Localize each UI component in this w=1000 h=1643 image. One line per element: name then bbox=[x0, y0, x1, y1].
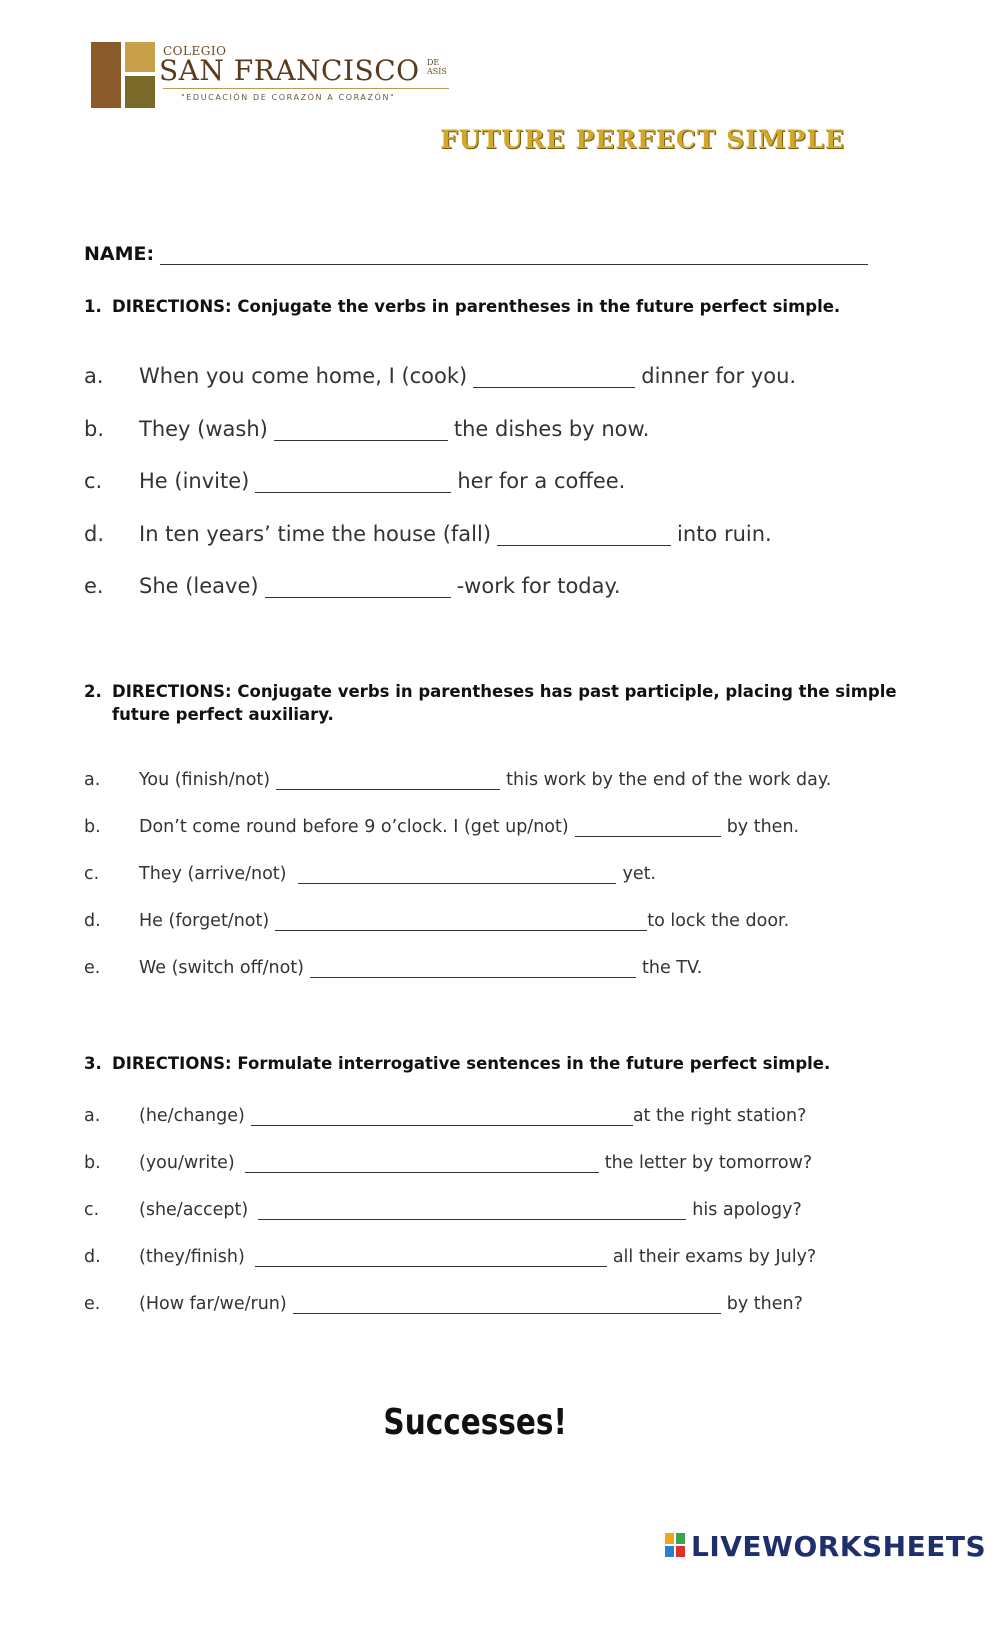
answer-blank[interactable] bbox=[258, 1202, 686, 1221]
answer-blank[interactable] bbox=[255, 1249, 607, 1268]
logo-de-asis: DE ASÍS bbox=[427, 58, 447, 76]
school-logo bbox=[91, 42, 461, 112]
answer-blank[interactable] bbox=[255, 471, 451, 493]
liveworksheets-watermark: LIVEWORKSHEETS bbox=[665, 1528, 986, 1564]
answer-blank[interactable] bbox=[497, 524, 671, 546]
answer-blank[interactable] bbox=[293, 1296, 721, 1315]
answer-blank[interactable] bbox=[245, 1155, 599, 1174]
logo-motto: "EDUCACIÓN DE CORAZÓN A CORAZÓN" bbox=[181, 93, 396, 102]
name-label: NAME: bbox=[84, 243, 155, 265]
section2-directions: 2. DIRECTIONS: Conjugate verbs in parentheses has past participle, placing the simple future perfect auxiliary. bbox=[84, 682, 897, 724]
answer-blank[interactable] bbox=[310, 960, 636, 979]
answer-blank[interactable] bbox=[276, 772, 500, 791]
section3-directions: 3. DIRECTIONS: Formulate interrogative sentences in the future perfect simple. bbox=[84, 1054, 831, 1073]
answer-blank[interactable] bbox=[265, 576, 451, 598]
name-input-line[interactable] bbox=[160, 264, 868, 265]
logo-college-label: COLEGIO bbox=[163, 44, 227, 58]
section1-directions: 1. DIRECTIONS: Conjugate the verbs in parentheses in the future perfect simple. bbox=[84, 297, 841, 316]
logo-emblem-icon bbox=[91, 42, 155, 108]
answer-blank[interactable] bbox=[575, 819, 721, 838]
closing-message: Successes! bbox=[383, 1402, 567, 1443]
logo-school-name: SAN FRANCISCO bbox=[159, 54, 420, 87]
answer-blank[interactable] bbox=[298, 866, 616, 885]
answer-blank[interactable] bbox=[251, 1108, 633, 1127]
answer-blank[interactable] bbox=[274, 419, 448, 441]
answer-blank[interactable] bbox=[275, 913, 647, 932]
worksheet-title: FUTURE PERFECT SIMPLE bbox=[440, 125, 845, 154]
answer-blank[interactable] bbox=[473, 366, 635, 388]
liveworksheets-logo-icon bbox=[665, 1533, 687, 1559]
